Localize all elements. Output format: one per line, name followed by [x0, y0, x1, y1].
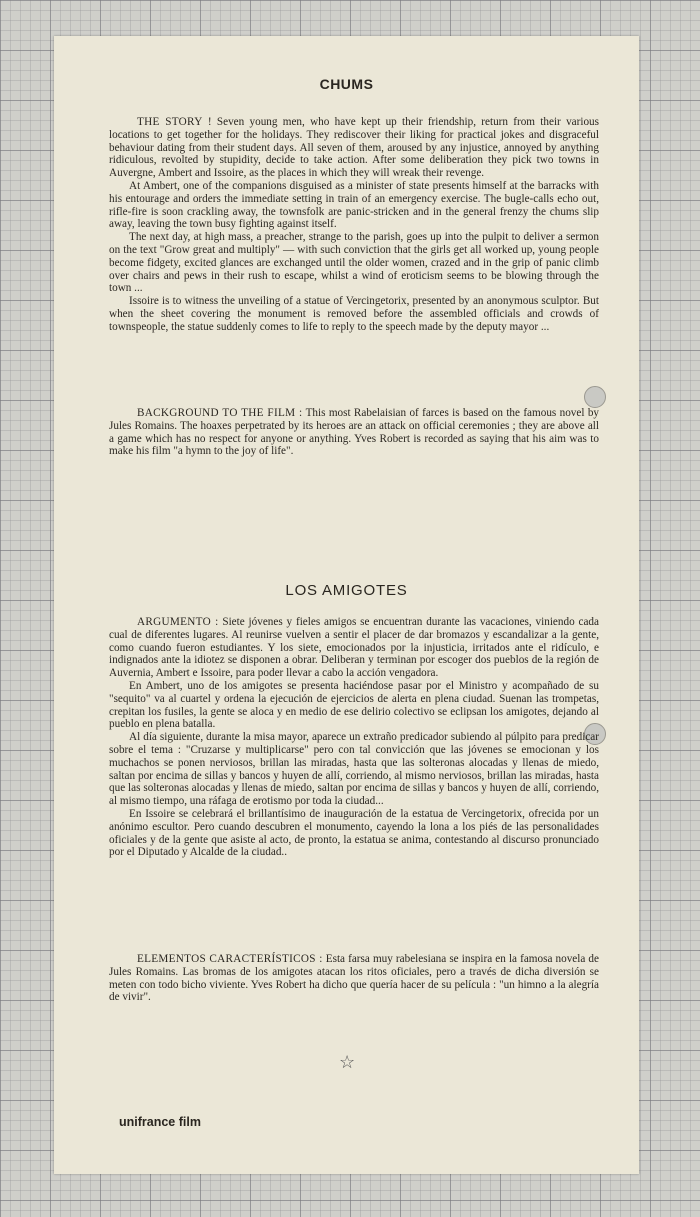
- story-paragraph: At Ambert, one of the companions disguised as a minister of state presents himself at the barracks with his entourage and orders the immediate setting in train of an emergency exercise. The bugle-calls echo out, rifle-fire is soon crackling away, the townsfolk are panic-stricken and in the general frenzy the chums slip away, leaving the town busy fighting against itself.: [109, 179, 599, 231]
- argumento-paragraph: [109, 616, 599, 680]
- story-separator: !: [207, 116, 212, 128]
- background-label: BACKGROUND TO THE FILM :: [137, 407, 303, 419]
- story-paragraph: The next day, at high mass, a preacher, strange to the parish, goes up into the pulpit to deliver a sermon on the text "Grow great and multiply" — with such conviction that the girls get all worked up, young people become fidgety, excited glances are exchanged until the older women, crazed and in the grip of panic climb over chairs and pews in their rush to escape, whilst a wind of eroticism seems to be blowing through the town ...: [109, 231, 599, 295]
- argumento-label: ARGUMENTO :: [137, 616, 219, 628]
- argumento-text: Siete jóvenes y fieles amigos se encuentran durante las vacaciones, viniendo cada cual de diferentes lugares. Al reunirse vuelven a sentir el placer de dar bromazos y escandalizar a la gente, como cuando fueron estudiantes. Y los siete, emocionados por la injusticia, irritados ante el ridículo, e indignados ante la idiotez se disponen a obrar. Deliberan y terminan por escoger dos pueblos de la región de Auvernia, Ambert e Issoire, para poder llevar a cabo la acción vengadora.: [109, 616, 599, 680]
- spanish-elementos-section: [109, 953, 599, 1004]
- unifrance-film-logo: unifrance film: [119, 1115, 201, 1129]
- story-paragraph: Issoire is to witness the unveiling of a statue of Vercingetorix, presented by an anonymous sculptor. But when the sheet covering the monument is removed before the assembled officials and crowds of townspeople, the statue suddenly comes to life to reply to the speech made by the deputy mayor ...: [109, 295, 599, 333]
- elementos-paragraph: [109, 953, 599, 1004]
- spanish-argumento-section: [109, 616, 599, 859]
- background-text: This most Rabelaisian of farces is based on the famous novel by Jules Romains. The hoaxes perpetrated by its heroes are an attack on official ceremonies ; they are above all a game which has no respect for anyone or anything. Yves Robert is recorded as saying that his aim was to make his film "a hymn to the joy of life".: [109, 407, 600, 458]
- argumento-paragraph: En Issoire se celebrará el brillantísimo de inauguración de la estatua de Vercingetorix, ofrecida por un anónimo escultor. Pero cuando descubren el monumento, cayendo la lona a los piés de las personalidades oficiales y de la gente que asiste al acto, de pronto, la estatua se anima, contestando al discurso pronunciado por el Diputado y Alcalde de la ciudad..: [109, 807, 599, 859]
- spanish-title: LOS AMIGOTES: [285, 582, 408, 599]
- argumento-paragraph: En Ambert, uno de los amigotes se presenta haciéndose pasar por el Ministro y acompañado de su "sequito" va al cuartel y ordena la ejecución de ejercicios de alerta en plena ciudad. Suenan las trompetas, crepitan los fusiles, la gente se aloca y en medio de ese delirio colectivo se eclipsan los amigotes, dejando al pueblo en plena batalla.: [109, 679, 599, 731]
- argumento-paragraph: Al día siguiente, durante la misa mayor, aparece un extraño predicador subiendo al púlpito para predicar sobre el tema : "Cruzarse y multiplicarse" pero con tal convicción que las jóvenes se emocionan y los muchachos se ponen nerviosos, brillan las miradas, hasta que las solteronas alocadas y llenas de miedo, saltan por encima de sillas y bancos y huyen de allí, corriendo, al mismo nerviosos, brillan las miradas, hasta que las solteronas alocadas y llenas de miedo, saltan por encima de sillas y bancos y huyen de allí, corriendo, al mismo tiempo, una ráfaga de erotismo por toda la ciudad...: [109, 731, 599, 808]
- english-title: CHUMS: [319, 76, 374, 92]
- punch-hole: [584, 386, 606, 408]
- story-label: THE STORY: [137, 116, 203, 128]
- english-story-section: [109, 116, 599, 334]
- story-paragraph: [109, 116, 599, 180]
- background-paragraph: [109, 407, 599, 458]
- story-text: Seven young men, who have kept up their friendship, return from their various locations to get together for the holidays. They rediscover their liking for practical jokes and disgraceful behaviour dating from their student days. All seven of them, aroused by any injustice, annoyed by anything ridiculous, revolted by stupidity, decide to take action. After some deliberation they pick two towns in Auvergne, Ambert and Issoire, as the places in which they will wreak their revenge.: [109, 116, 599, 180]
- document-sheet: [54, 36, 639, 1174]
- star-ornament-icon: ☆: [339, 1052, 356, 1072]
- elementos-text: Esta farsa muy rabelesiana se inspira en la famosa novela de Jules Romains. Las bromas de los amigotes atacan los ritos oficiales, pero a través de dicha diversión se meten con todo bicho viviente. Yves Robert ha dicho que quería hacer de su película : "un himno a la alegría de vivir".: [109, 953, 599, 1004]
- elementos-label: ELEMENTOS CARACTERÍSTICOS :: [137, 953, 323, 965]
- english-background-section: [109, 407, 599, 458]
